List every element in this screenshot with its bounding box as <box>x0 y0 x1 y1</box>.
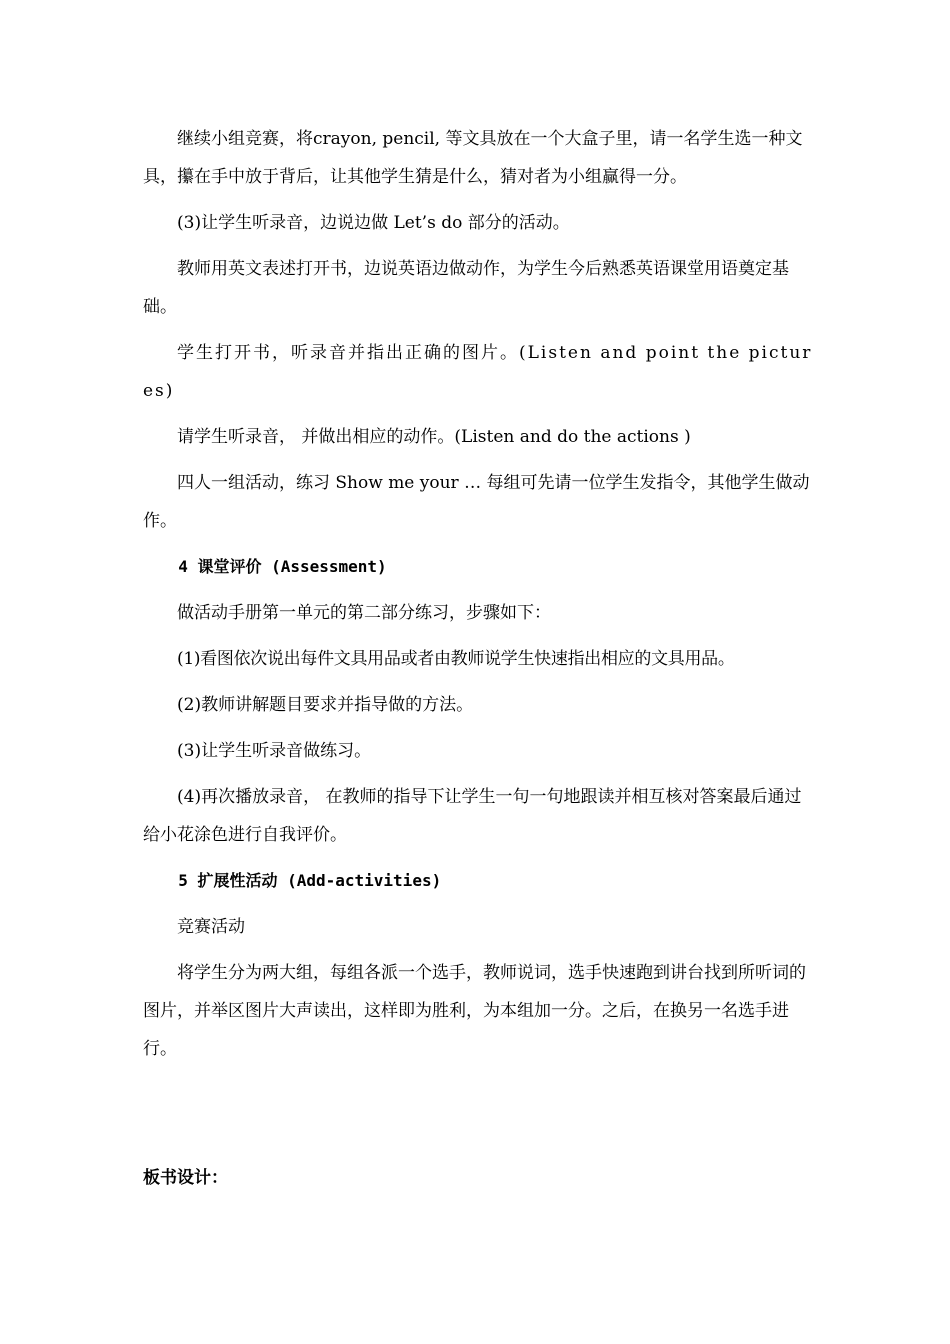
assessment-intro: 做活动手册第一单元的第二部分练习，步骤如下： <box>177 603 551 623</box>
add-activities-body: 将学生分为两大组，每组各派一个选手，教师说词，选手快速跑到讲台找到所听词的图片，并举区图片大声读出，这样即为胜利，为本组加一分。之后，在换另一名选手进行。 <box>143 963 806 1059</box>
paragraph-listen-do: 请学生听录音， 并做出相应的动作。(Listen and do the actions ) <box>177 427 691 447</box>
paragraph-open-book: 教师用英文表述打开书，边说英语边做动作，为学生今后熟悉英语课堂用语奠定基础。 <box>143 259 789 317</box>
assessment-step-3: (3)让学生听录音做练习。 <box>177 741 372 761</box>
paragraph-show-me: 四人一组活动，练习 Show me your … 每组可先请一位学生发指令，其他学生做动作。 <box>143 473 810 531</box>
document-body <box>143 120 815 1076</box>
section-heading-add-activities: 5 扩展性活动 (Add-activities) <box>178 871 442 890</box>
section-heading-assessment: 4 课堂评价 (Assessment) <box>178 557 387 576</box>
paragraph-listen-point: 学生打开书，听录音并指出正确的图片。(Listen and point the pictures) <box>143 343 813 401</box>
add-activities-subheading: 竞赛活动 <box>177 917 245 937</box>
assessment-step-2: (2)教师讲解题目要求并指导做的方法。 <box>177 695 474 715</box>
paragraph-group-competition: 继续小组竞赛，将crayon, pencil, 等文具放在一个大盒子里，请一名学生选一种文具，攥在手中放于背后，让其他学生猜是什么，猜对者为小组赢得一分。 <box>143 129 803 187</box>
assessment-step-4: (4)再次播放录音， 在教师的指导下让学生一句一句地跟读并相互核对答案最后通过给小花涂色进行自我评价。 <box>143 787 802 845</box>
board-design-heading: 板书设计： <box>143 1168 228 1188</box>
assessment-step-1: (1)看图依次说出每件文具用品或者由教师说学生快速指出相应的文具用品。 <box>177 649 735 669</box>
paragraph-lets-do: (3)让学生听录音，边说边做 Let’s do 部分的活动。 <box>177 213 570 233</box>
